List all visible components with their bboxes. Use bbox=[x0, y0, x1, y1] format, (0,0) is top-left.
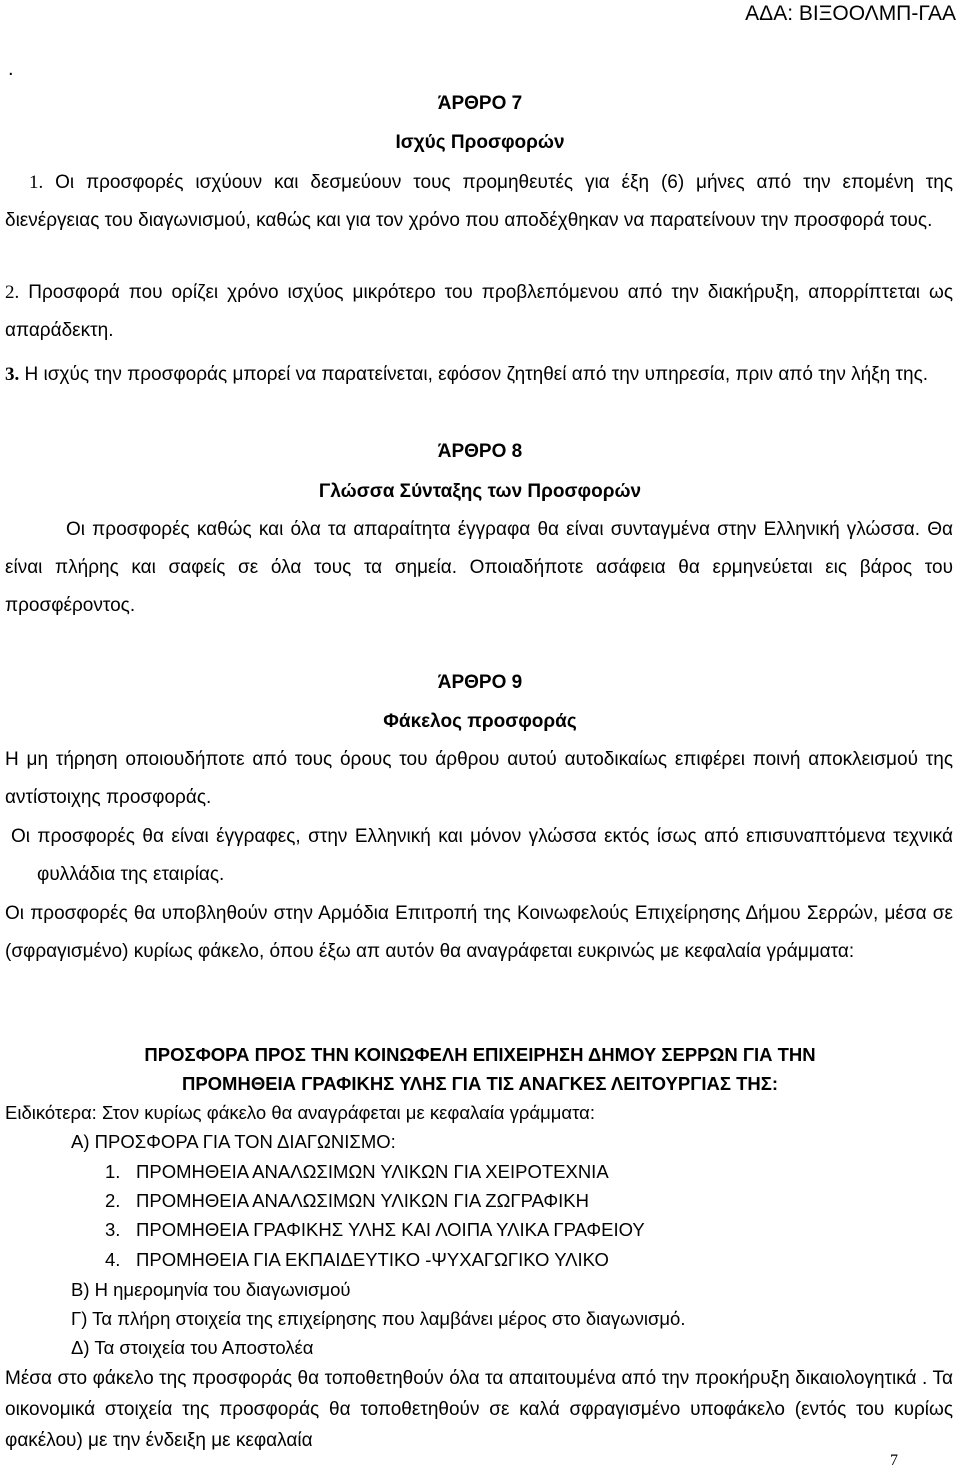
article-7-paragraph-1: 1. Οι προσφορές ισχύουν και δεσμεύουν τους προμηθευτές για έξη (6) μήνες από την επομένη της διενέργειας του διαγωνισμού, καθώς και για τον χρόνο που αποδέχθηκαν να παρατείνουν την προσφορά τους. bbox=[5, 172, 953, 231]
document-id-header: ΑΔΑ: ΒΙΞΟΟΛΜΠ-ΓΑΑ bbox=[745, 2, 956, 25]
paragraph-number: 2. bbox=[5, 282, 20, 303]
item-c: Γ) Τα πλήρη στοιχεία της επιχείρησης που λαμβάνει μέρος στο διαγωνισμό. bbox=[71, 1308, 686, 1329]
article-7-paragraph-3: 3. Η ισχύς την προσφοράς μπορεί να παρατείνεται, εφόσον ζητηθεί από την υπηρεσία, πριν από την λήξη της. bbox=[5, 364, 929, 385]
item-a: Α) ΠΡΟΣΦΟΡΑ ΓΙΑ ΤΟΝ ΔΙΑΓΩΝΙΣΜΟ: bbox=[71, 1131, 396, 1152]
paragraph-number: 3. bbox=[5, 364, 20, 385]
article-7-title: ΆΡΘΡΟ 7 bbox=[437, 93, 523, 114]
article-7-subtitle: Ισχύς Προσφορών bbox=[395, 132, 565, 153]
page-number: 7 bbox=[890, 1452, 898, 1469]
article-9-paragraph-4: Μέσα στο φάκελο της προσφοράς θα τοποθετηθούν όλα τα απαιτουμένα από την προκήρυξη δικαιολογητικά . Τα οικονομικά στοιχεία της προσφοράς θα τοποθετηθούν σε καλά σφραγισμένο υποφάκελο (εντός του κυρίως φακέλου) με την ένδειξη με κεφαλαία bbox=[5, 1368, 953, 1451]
article-8-paragraph: Οι προσφορές καθώς και όλα τα απαραίτητα έγγραφα θα είναι συνταγμένα στην Ελληνική γλώσσα. Θα είναι πλήρης και σαφείς σε όλα τους τα σημεία. Οποιαδήποτε ασάφεια θα ερμηνεύεται εις βάρος του προσφέροντος. bbox=[5, 519, 953, 616]
item-b: Β) Η ημερομηνία του διαγωνισμού bbox=[71, 1279, 351, 1300]
list-item: 2. ΠΡΟΜΗΘΕΙΑ ΑΝΑΛΩΣΙΜΩΝ ΥΛΙΚΩΝ ΓΙΑ ΖΩΓΡΑΦΙΚΗ bbox=[105, 1190, 589, 1211]
article-8-title: ΆΡΘΡΟ 8 bbox=[437, 441, 523, 462]
article-9-paragraph-3: Οι προσφορές θα υποβληθούν στην Αρμόδια Επιτροπή της Κοινωφελούς Επιχείρησης Δήμου Σερρών, μέσα σε (σφραγισμένο) κυρίως φάκελο, όπου έξω απ αυτόν θα αναγράφεται ευκρινώς με κεφαλαία γράμματα: bbox=[5, 903, 953, 962]
envelope-caption-line-2: ΠΡΟΜΗΘΕΙΑ ΓΡΑΦΙΚΗΣ ΥΛΗΣ ΓΙΑ ΤΙΣ ΑΝΑΓΚΕΣ ΛΕΙΤΟΥΡΓΙΑΣ ΤΗΣ: bbox=[181, 1073, 779, 1094]
article-9-title: ΆΡΘΡΟ 9 bbox=[437, 672, 523, 693]
article-8-subtitle: Γλώσσα Σύνταξης των Προσφορών bbox=[318, 481, 642, 502]
list-item: 4. ΠΡΟΜΗΘΕΙΑ ΓΙΑ ΕΚΠΑΙΔΕΥΤΙΚΟ -ΨΥΧΑΓΩΓΙΚΟ ΥΛΙΚΟ bbox=[105, 1249, 609, 1270]
article-9-paragraph-2: Οι προσφορές θα είναι έγγραφες, στην Ελληνική και μόνον γλώσσα εκτός ίσως από επισυναπτόμενα τεχνικά φυλλάδια της εταιρίας. bbox=[11, 826, 953, 885]
article-9-paragraph-1: Η μη τήρηση οποιουδήποτε από τους όρους του άρθρου αυτού αυτοδικαίως επιφέρει ποινή αποκλεισμού της αντίστοιχης προσφοράς. bbox=[5, 749, 953, 808]
specifically-line: Ειδικότερα: Στον κυρίως φάκελο θα αναγράφεται με κεφαλαία γράμματα: bbox=[5, 1102, 596, 1123]
article-9-subtitle: Φάκελος προσφοράς bbox=[383, 711, 577, 732]
list-item: 3. ΠΡΟΜΗΘΕΙΑ ΓΡΑΦΙΚΗΣ ΥΛΗΣ ΚΑΙ ΛΟΙΠΑ ΥΛΙΚΑ ΓΡΑΦΕΙΟΥ bbox=[105, 1219, 645, 1240]
article-7-paragraph-2: 2. Προσφορά που ορίζει χρόνο ισχύος μικρότερο του προβλεπόμενου από την διακήρυξη, απορρίπτεται ως απαράδεκτη. bbox=[5, 282, 953, 341]
paragraph-number: 1. bbox=[29, 172, 44, 193]
leading-dot: . bbox=[8, 58, 14, 80]
item-d: Δ) Τα στοιχεία του Αποστολέα bbox=[71, 1337, 314, 1358]
list-item: 1. ΠΡΟΜΗΘΕΙΑ ΑΝΑΛΩΣΙΜΩΝ ΥΛΙΚΩΝ ΓΙΑ ΧΕΙΡΟΤΕΧΝΙΑ bbox=[105, 1161, 609, 1182]
envelope-caption-line-1: ΠΡΟΣΦΟΡΑ ΠΡΟΣ ΤΗΝ ΚΟΙΝΩΦΕΛΗ ΕΠΙΧΕΙΡΗΣΗ ΔΗΜΟΥ ΣΕΡΡΩΝ ΓΙΑ ΤΗΝ bbox=[144, 1044, 816, 1065]
